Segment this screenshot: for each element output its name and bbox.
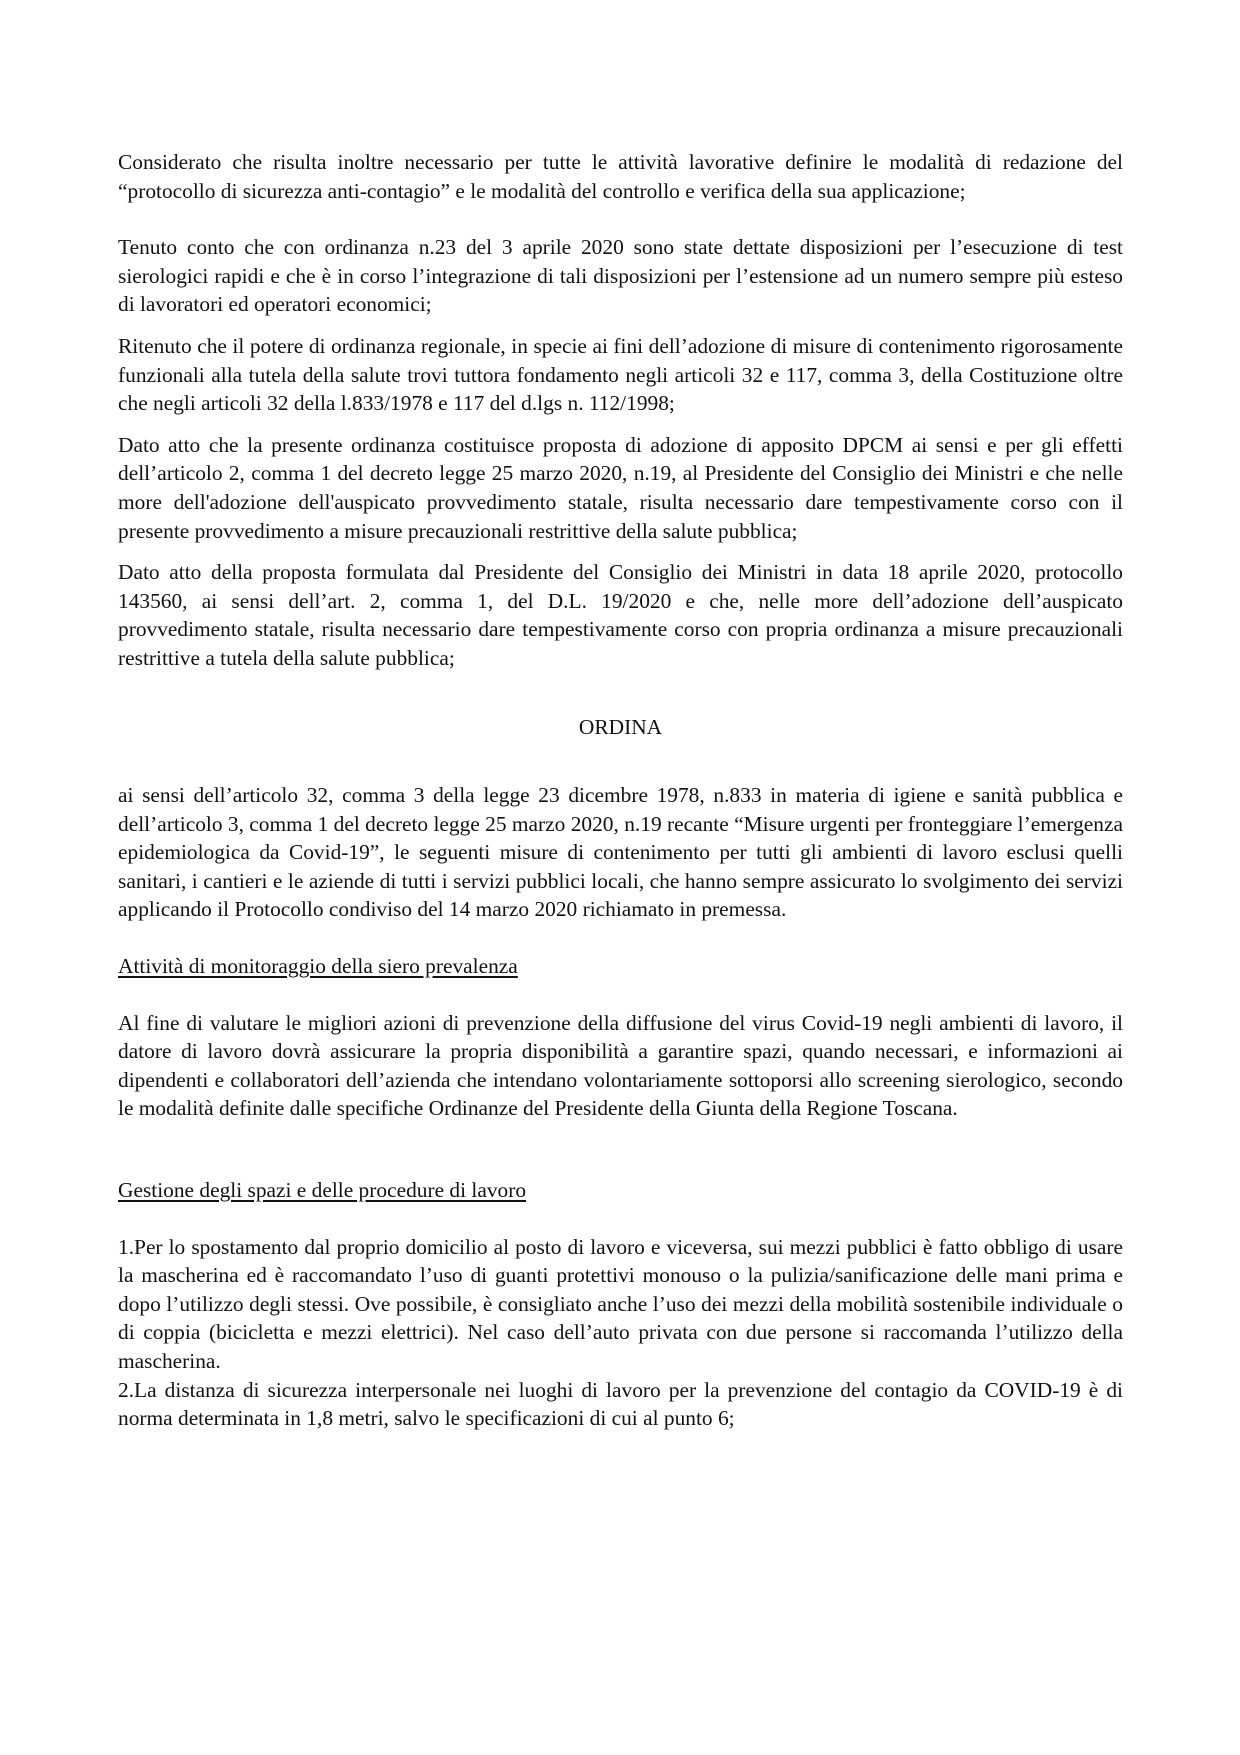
spacer (118, 418, 1123, 431)
preamble-paragraph-dato-atto-2: Dato atto della proposta formulata dal Presidente del Consiglio dei Ministri in data 18 aprile 2020, protocollo 143560, ai sensi dell’art. 2, comma 1, del D.L. 19/2020 e che, nelle more dell’adozione dell’auspicato provvedimento statale, risulta necessario dare tempestivamente corso con propria ordinanza a misure precauzionali restrittive a tutela della salute pubblica; (118, 560, 1123, 670)
spacer (118, 205, 1123, 233)
spacer (118, 741, 1123, 781)
list-item-point-2: 2.La distanza di sicurezza interpersonale nei luoghi di lavoro per la prevenzione del contagio da COVID-19 è di norma determinata in 1,8 metri, salvo le specificazioni di cui al punto 6; (118, 1377, 1123, 1431)
spacer (118, 981, 1123, 1009)
section-paragraph-monitoraggio: Al fine di valutare le migliori azioni di prevenzione della diffusione del virus Covid-19 negli ambienti di lavoro, il datore di lavoro dovrà assicurare la propria disponibilità a garantire spazi, quando necessari, e informazioni ai dipendenti e collaboratori dell’azienda che intendano volontariamente sottoporsi allo screening sierologico, secondo le modalità definite dalle specifiche Ordinanze del Presidente della Giunta della Regione Toscana. (118, 1010, 1123, 1121)
spacer (118, 545, 1123, 558)
document-page (118, 148, 1123, 1433)
ordina-heading: ORDINA (578, 714, 663, 739)
preamble-paragraph-considerato: Considerato che risulta inoltre necessario per tutte le attività lavorative definire le modalità di redazione del “protocollo di sicurezza anti-contagio” e le modalità del controllo e verifica della sua applicazione; (118, 150, 1123, 203)
spacer (118, 924, 1123, 952)
spacer (118, 1123, 1123, 1163)
spacer (118, 1163, 1123, 1176)
preamble-paragraph-ritenuto: Ritenuto che il potere di ordinanza regionale, in specie ai fini dell’adozione di misure di contenimento rigorosamente funzionali alla tutela della salute trovi tuttora fondamento negli articoli 32 e 117, comma 3, della Costituzione oltre che negli articoli 32 della l.833/1978 e 117 del d.lgs n. 112/1998; (118, 333, 1123, 416)
preamble-paragraph-dato-atto-1: Dato atto che la presente ordinanza costituisce proposta di adozione di apposito DPCM ai sensi e per gli effetti dell’articolo 2, comma 1 del decreto legge 25 marzo 2020, n.19, al Presidente del Consiglio dei Ministri e che nelle more dell'adozione dell'auspicato provvedimento statale, risulta necessario dare tempestivamente corso con il presente provvedimento a misure precauzionali restrittive della salute pubblica; (118, 432, 1123, 543)
spacer (118, 319, 1123, 332)
section-title-gestione-spazi: Gestione degli spazi e delle procedure di lavoro (118, 1178, 527, 1203)
ordina-paragraph: ai sensi dell’articolo 32, comma 3 della legge 23 dicembre 1978, n.833 in materia di igiene e sanità pubblica e dell’articolo 3, comma 1 del decreto legge 25 marzo 2020, n.19 recante “Misure urgenti per fronteggiare l’emergenza epidemiologica da Covid-19”, le seguenti misure di contenimento per tutti gli ambienti di lavoro esclusi quelli sanitari, i cantieri e le aziende di tutti i servizi pubblici locali, che hanno sempre assicurato lo svolgimento dei servizi applicando il Protocollo condiviso del 14 marzo 2020 richiamato in premessa. (118, 783, 1123, 922)
spacer (118, 1205, 1123, 1233)
spacer (118, 673, 1123, 713)
list-item-point-1: 1.Per lo spostamento dal proprio domicilio al posto di lavoro e viceversa, sui mezzi pubblici è fatto obbligo di usare la mascherina ed è raccomandato l’uso di guanti protettivi monouso o la pulizia/sanificazione delle mani prima e dopo l’utilizzo degli stessi. Ove possibile, è consigliato anche l’uso dei mezzi della mobilità sostenibile individuale o di coppia (bicicletta e mezzi elettrici). Nel caso dell’auto privata con due persone si raccomanda l’utilizzo della mascherina. (118, 1234, 1123, 1373)
preamble-paragraph-tenuto-conto: Tenuto conto che con ordinanza n.23 del 3 aprile 2020 sono state dettate disposizioni per l’esecuzione di test sierologici rapidi e che è in corso l’integrazione di tali disposizioni per l’estensione ad un numero sempre più esteso di lavoratori ed operatori economici; (118, 235, 1123, 317)
section-title-monitoraggio: Attività di monitoraggio della siero prevalenza (118, 954, 518, 979)
